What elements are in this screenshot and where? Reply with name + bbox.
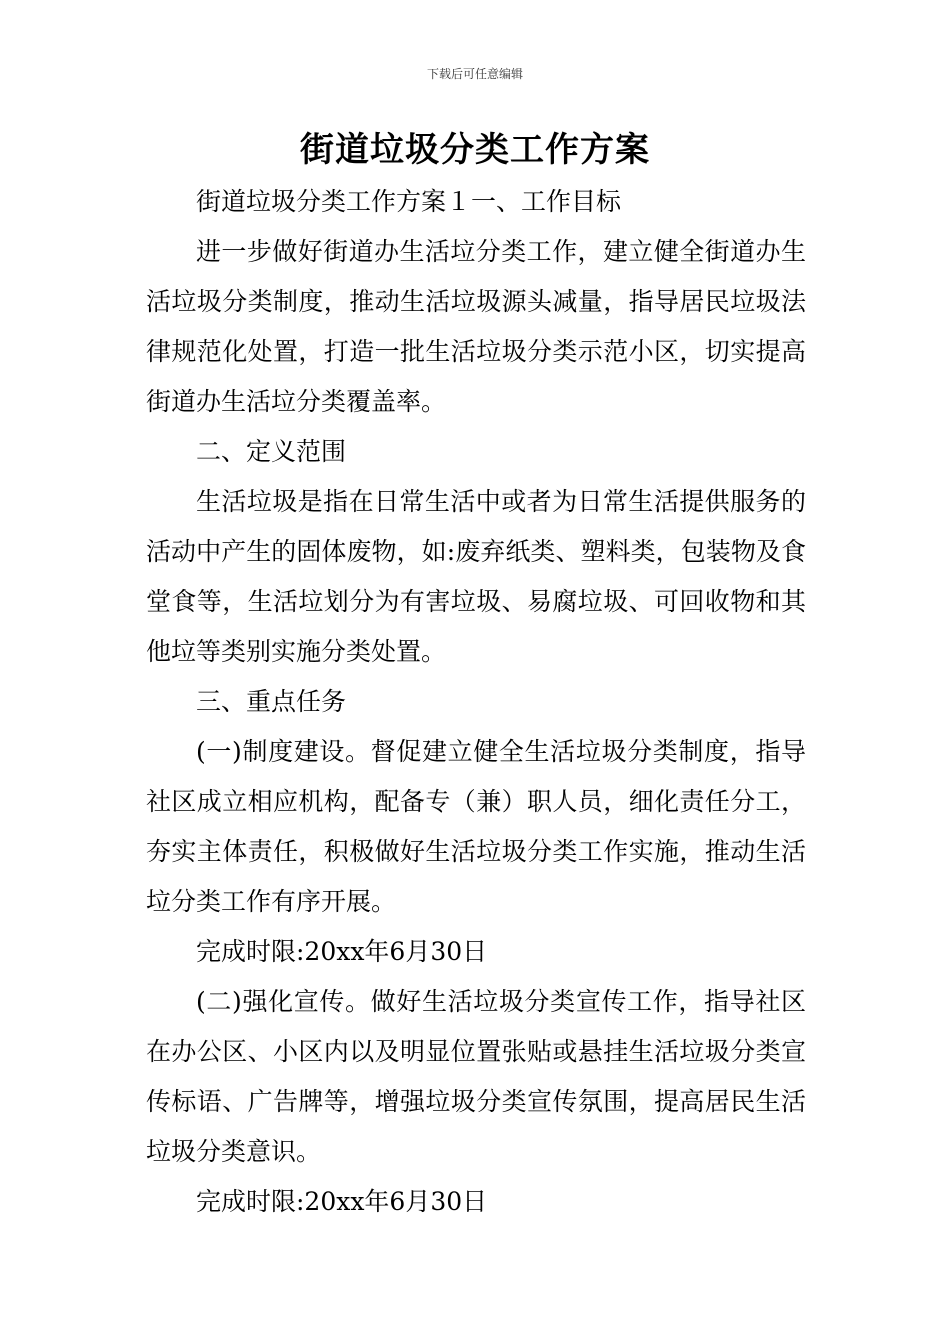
section-heading-scope: 二、定义范围 (196, 437, 347, 466)
section-heading-tasks: 三、重点任务 (196, 687, 347, 716)
paragraph-intro-heading: 街道垃圾分类工作方案１一、工作目标 (196, 187, 622, 216)
deadline-task-2: 完成时限:20xx年6月30日 (196, 1187, 488, 1216)
paragraph-task-2: (二)强化宣传。做好生活垃圾分类宣传工作，指导社区在办公区、小区内以及明显位置张贴或悬挂生活垃圾分类宣传标语、广告牌等，增强垃圾分类宣传氛围，提高居民生活垃圾分类意识。 (146, 987, 806, 1166)
paragraph-task-1: (一)制度建设。督促建立健全生活垃圾分类制度，指导社区成立相应机构，配备专（兼）职人员，细化责任分工，夯实主体责任，积极做好生活垃圾分类工作实施，推动生活垃分类工作有序开展。 (146, 737, 806, 916)
paragraph-goal: 进一步做好街道办生活垃分类工作，建立健全街道办生活垃圾分类制度，推动生活垃圾源头减量，指导居民垃圾法律规范化处置，打造一批生活垃圾分类示范小区，切实提高街道办生活垃分类覆盖率。 (146, 237, 806, 416)
document-body (146, 177, 806, 1227)
header-note: 下载后可任意编辑 (426, 67, 523, 81)
paragraph-scope: 生活垃圾是指在日常生活中或者为日常生活提供服务的活动中产生的固体废物，如:废弃纸类、塑料类，包装物及食堂食等，生活垃划分为有害垃圾、易腐垃圾、可回收物和其他垃等类别实施分类处置。 (146, 487, 806, 666)
deadline-task-1: 完成时限:20xx年6月30日 (196, 937, 488, 966)
document-title: 街道垃圾分类工作方案 (300, 130, 650, 170)
